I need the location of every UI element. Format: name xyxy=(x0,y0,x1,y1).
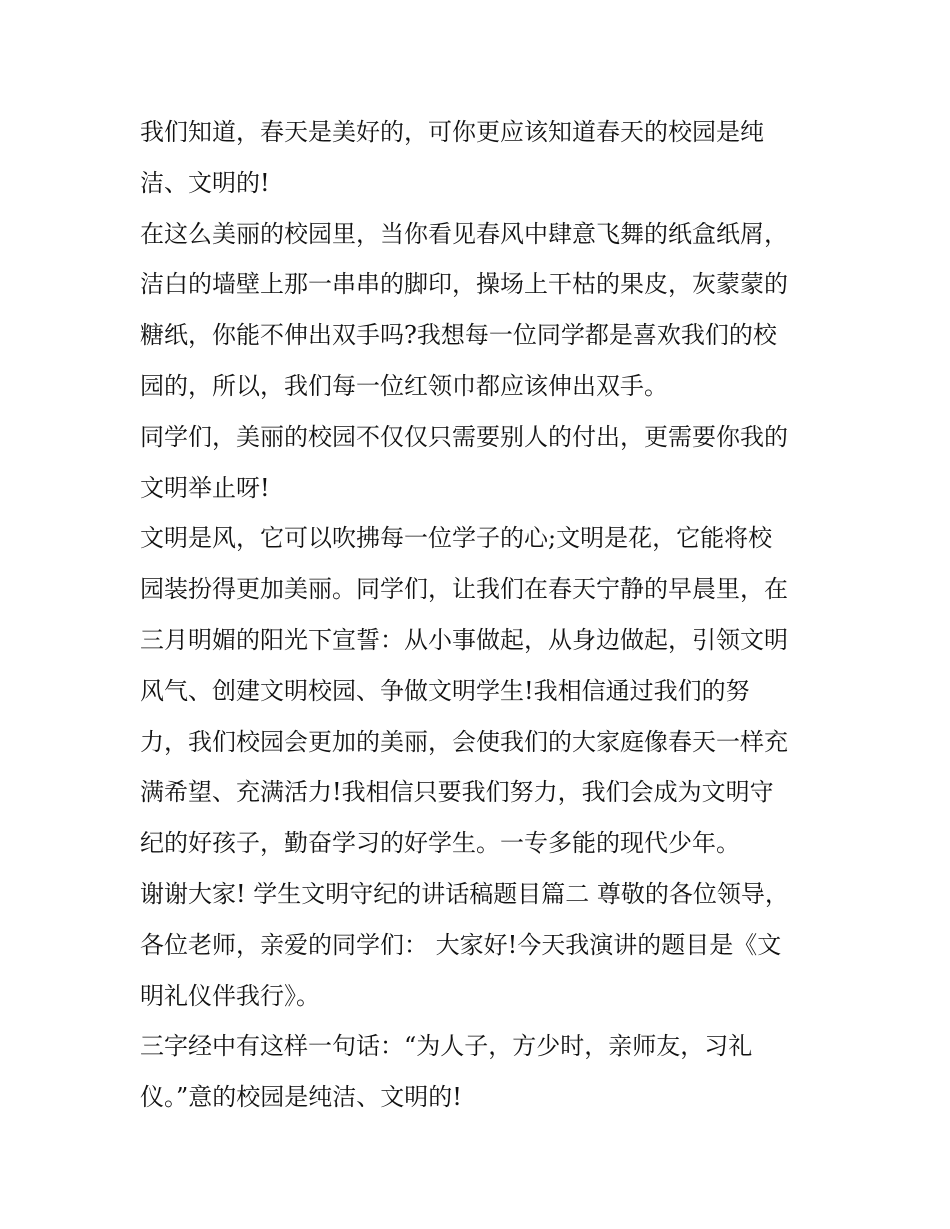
text-line: 谢谢大家! 学生文明守纪的讲话稿题目篇二 尊敬的各位领导， xyxy=(140,879,789,908)
document-body xyxy=(140,107,830,1123)
text-line: 三字经中有这样一句话：“为人子，方少时，亲师友，习礼 xyxy=(140,1032,753,1061)
text-line: 明礼仪伴我行》。 xyxy=(140,981,320,1010)
text-line: 仪。”意的校园是纯洁、文明的! xyxy=(140,1083,462,1112)
text-line: 在这么美丽的校园里，当你看见春风中肆意飞舞的纸盒纸屑， xyxy=(140,219,788,248)
text-line: 纪的好孩子，勤奋学习的好学生。一专多能的现代少年。 xyxy=(140,829,740,858)
text-line: 洁白的墙壁上那一串串的脚印，操场上干枯的果皮，灰蒙蒙的 xyxy=(140,270,788,299)
text-line: 我们知道，春天是美好的，可你更应该知道春天的校园是纯 xyxy=(140,118,764,146)
text-line: 力，我们校园会更加的美丽，会使我们的大家庭像春天一样充 xyxy=(140,727,788,756)
text-line: 文明是风，它可以吹拂每一位学子的心;文明是花，它能将校 xyxy=(140,524,773,553)
text-line: 洁、文明的! xyxy=(140,168,270,197)
text-line: 园的，所以，我们每一位红领巾都应该伸出双手。 xyxy=(140,371,668,400)
text-line: 园装扮得更加美丽。同学们，让我们在春天宁静的早晨里，在 xyxy=(140,575,788,604)
text-line: 风气、创建文明校园、争做文明学生!我相信通过我们的努 xyxy=(140,676,750,705)
text-line: 文明举止呀! xyxy=(140,473,270,502)
text-line: 三月明媚的阳光下宣誓：从小事做起，从身边做起，引领文明 xyxy=(140,625,788,654)
text-line: 各位老师，亲爱的同学们： 大家好!今天我演讲的题目是《文 xyxy=(140,930,782,959)
text-line: 同学们，美丽的校园不仅仅只需要别人的付出，更需要你我的 xyxy=(140,422,788,451)
text-line: 满希望、充满活力!我相信只要我们努力，我们会成为文明守 xyxy=(140,778,774,807)
text-line: 糖纸，你能不伸出双手吗?我想每一位同学都是喜欢我们的校 xyxy=(140,321,777,350)
